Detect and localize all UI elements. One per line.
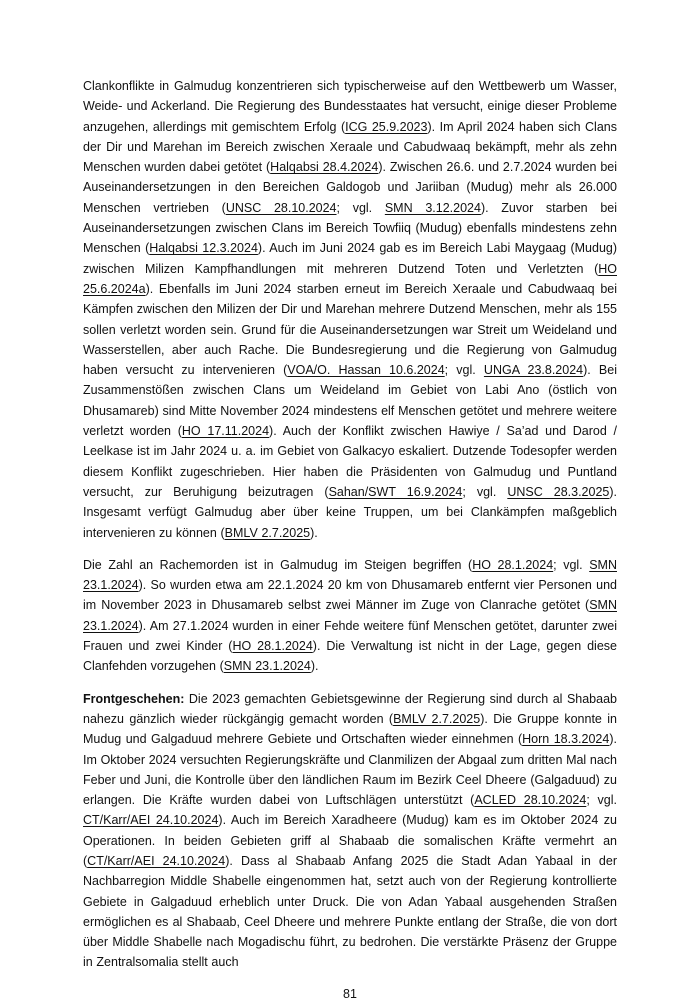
citation-link[interactable]: BMLV 2.7.2025 — [224, 525, 311, 540]
paragraph-frontgeschehen — [83, 689, 617, 973]
citation-link[interactable]: CT/Karr/AEI 24.10.2024 — [83, 813, 219, 828]
text-run: ). — [310, 525, 318, 540]
text-run: ). Im Oktober 2024 versuchten Regierungskräfte und Clanmilizen der Abgaal zum dritten Mal nach Feber und Juni, die Kontrolle über den ländlichen Raum im Bezirk Ceel Dheere (Galgaduud) zu erlangen. Die Kräfte wurden dabei von Luftschlägen unterstützt ( — [83, 732, 617, 808]
text-run: ; vgl. — [462, 484, 508, 499]
text-run: Die 2023 gemachten Gebietsgewinne der Regierung sind durch al Shabaab nahezu gänzlich wieder rückgängig gemacht worden ( — [83, 691, 617, 726]
text-run: ). Dass al Shabaab Anfang 2025 die Stadt Adan Yabaal in der Nachbarregion Middle Shabelle eingenommen hat, setzt auch von der Regierung kontrollierte Gebiete in Galgaduud erheblich unter Druck. Die von Adan Yabaal ausgehenden Straßen ermöglichen es al Shabaab, Ceel Dheere und mehrere Punkte entlang der Straße, die von dort über Middle Shabelle nach Mogadischu führt, zu bedrohen. Die verstärkte Präsenz der Gruppe in Zentralsomalia stellt auch — [83, 853, 617, 970]
paragraph-rachemorde — [83, 555, 617, 677]
text-run: ). Zwischen 26.6. und 2.7.2024 wurden bei Auseinandersetzungen in den Bereichen Galdogob und Jariiban (Mudug) mehr als 26.000 Menschen vertrieben ( — [83, 160, 618, 215]
citation-link[interactable]: HO 28.1.2024 — [472, 557, 554, 572]
text-run: Die Zahl an Rachemorden ist in Galmudug im Steigen begriffen ( — [83, 557, 473, 572]
text-run: ). Auch im Juni 2024 gab es im Bereich Labi Maygaag (Mudug) zwischen Milizen Kampfhandlungen mit mehreren Dutzend Toten und Verletzten ( — [83, 241, 618, 276]
citation-link[interactable]: SMN 23.1.2024 — [223, 659, 311, 674]
text-run: ; vgl. — [553, 557, 590, 572]
text-run: ; vgl. — [336, 200, 385, 215]
text-run: ). Zuvor starben bei Auseinandersetzungen zwischen Clans im Bereich Towfiiq (Mudug) ebenfalls mindestens zehn Menschen ( — [83, 200, 618, 256]
text-run: ). Insgesamt verfügt Galmudug aber über keine Truppen, um bei Clankämpfen maßgeblich intervenieren zu können ( — [83, 484, 617, 540]
text-run: ). Die Gruppe konnte in Mudug und Galgaduud mehrere Gebiete und Ortschaften wieder einnehmen ( — [83, 711, 617, 747]
citation-link[interactable]: UNSC 28.3.2025 — [507, 484, 610, 499]
citation-link[interactable]: ACLED 28.10.2024 — [474, 793, 587, 808]
text-run: ). Im April 2024 haben sich Clans der Dir und Marehan im Bereich zwischen Xeraale und Cabudwaaq bekämpft, mehr als zehn Menschen wurden dabei getötet ( — [83, 119, 617, 175]
citation-link[interactable]: BMLV 2.7.2025 — [393, 711, 481, 726]
citation-link[interactable]: Sahan/SWT 16.9.2024 — [328, 484, 463, 499]
paragraph-lead-label: Frontgeschehen: — [83, 691, 185, 706]
citation-link[interactable]: HO 17.11.2024 — [181, 424, 270, 439]
text-run: ; vgl. — [586, 793, 617, 808]
citation-link[interactable]: UNGA 23.8.2024 — [483, 363, 584, 378]
text-run: Clankonflikte in Galmudug konzentrieren sich typischerweise auf den Wettbewerb um Wasser, Weide- und Ackerland. Die Regierung des Bundesstaates hat versucht, einige dieser Probleme anzugehen, allerdings mit gemischtem Erfolg ( — [83, 79, 617, 134]
citation-link[interactable]: SMN 23.1.2024 — [83, 557, 617, 593]
citation-link[interactable]: Halqabsi 28.4.2024 — [270, 160, 379, 175]
page-body — [83, 76, 617, 973]
page-footer — [83, 973, 617, 1001]
text-run: ). — [310, 659, 319, 674]
text-run: ; vgl. — [444, 363, 484, 378]
text-run: ). Ebenfalls im Juni 2024 starben erneut im Bereich Xeraale und Cabudwaaq bei Kämpfen zwischen den Milizen der Dir und Marehan mehrere Dutzend Menschen, mehr als 155 sollen verletzt worden sein. Grund für die Auseinandersetzungen war Streit um Weideland und Wasserstellen, aber auch Rache. Die Bundesregierung und die Regierung von Galmudug haben versucht zu intervenieren ( — [83, 281, 617, 378]
text-run: ). Am 27.1.2024 wurden in einer Fehde weitere fünf Menschen getötet, darunter zwei Frauen und zwei Kinder ( — [83, 618, 617, 654]
citation-link[interactable]: CT/Karr/AEI 24.10.2024 — [87, 853, 226, 868]
page-number: 81 — [343, 986, 357, 1001]
citation-link[interactable]: HO 28.1.2024 — [232, 639, 313, 654]
paragraph-clankonflikte — [83, 76, 617, 543]
citation-link[interactable]: SMN 3.12.2024 — [384, 200, 481, 215]
text-run: ). Auch im Bereich Xaradheere (Mudug) kam es im Oktober 2024 zu Operationen. In beiden Gebieten griff al Shabaab die somalischen Kräfte vermehrt an ( — [83, 813, 618, 868]
text-run: ). Bei Zusammenstößen zwischen Clans um Weideland im Gebiet von Labi Ano (östlich von Dhusamareb) sind Mitte November 2024 mindestens elf Menschen getötet und mehrere weitere verletzt worden ( — [83, 363, 617, 439]
text-run: ). So wurden etwa am 22.1.2024 20 km von Dhusamareb entfernt vier Personen und im November 2023 in Dhusamareb selbst zwei Männer im Zuge von Clanrache getötet ( — [83, 578, 617, 613]
text-run: ). Auch der Konflikt zwischen Hawiye / Sa’ad und Darod / Leelkase ist im Jahr 2024 u. a. im Gebiet von Galkacyo eskaliert. Dutzende Todesopfer werden diesem Konflikt zugeschrieben. Hier haben die Präsidenten von Galmudug und Puntland versucht, zur Beruhigung beizutragen ( — [83, 424, 618, 499]
citation-link[interactable]: HO 25.6.2024a — [83, 261, 617, 296]
citation-link[interactable]: Horn 18.3.2024 — [522, 732, 610, 747]
citation-link[interactable]: Halqabsi 12.3.2024 — [149, 241, 258, 256]
citation-link[interactable]: SMN 23.1.2024 — [83, 598, 617, 633]
citation-link[interactable]: UNSC 28.10.2024 — [225, 200, 337, 215]
citation-link[interactable]: ICG 25.9.2023 — [345, 119, 428, 134]
text-run: ). Die Verwaltung ist nicht in der Lage, gegen diese Clanfehden vorzugehen ( — [83, 639, 617, 674]
citation-link[interactable]: VOA/O. Hassan 10.6.2024 — [287, 363, 445, 378]
